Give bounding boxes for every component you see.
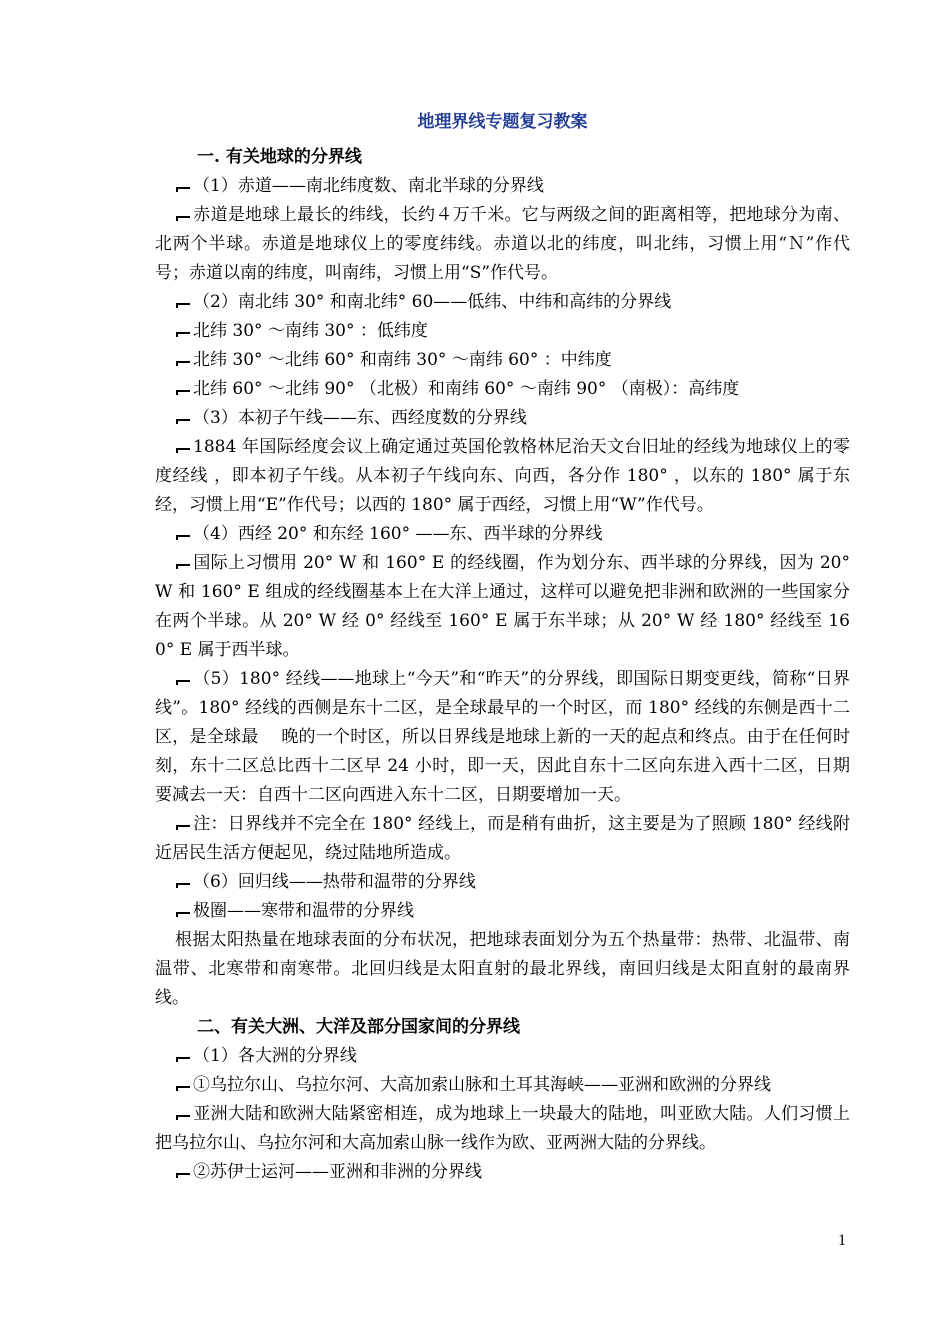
paragraph-mark-icon [175, 821, 191, 831]
paragraph-mark-icon [175, 908, 191, 918]
page-number: 1 [838, 1232, 846, 1249]
paragraph: ②苏伊士运河——亚洲和非洲的分界线 [155, 1158, 850, 1187]
section-heading-2: 二、有关大洲、大洋及部分国家间的分界线 [197, 1017, 520, 1037]
paragraph: （6）回归线——热带和温带的分界线 [155, 868, 850, 897]
paragraph: 亚洲大陆和欧洲大陆紧密相连，成为地球上一块最大的陆地，叫亚欧大陆。人们习惯上把乌拉尔山、乌拉尔河和大高加索山脉一线作为欧、亚两洲大陆的分界线。 [155, 1104, 850, 1153]
paragraph-mark-icon [175, 357, 191, 367]
paragraph: 根据太阳热量在地球表面的分布状况，把地球表面划分为五个热量带：热带、北温带、南温带、北寒带和南寒带。北回归线是太阳直射的最北界线，南回归线是太阳直射的最南界线。 [155, 930, 850, 1008]
paragraph-mark-icon [175, 560, 191, 570]
paragraph-mark-icon [175, 386, 191, 396]
paragraph: ①乌拉尔山、乌拉尔河、大高加索山脉和土耳其海峡——亚洲和欧洲的分界线 [155, 1071, 850, 1100]
paragraph: 北纬 30° ～南纬 30° ：低纬度 [155, 317, 850, 346]
paragraph: 注：日界线并不完全在 180° 经线上，而是稍有曲折，这主要是为了照顾 180° 经线附近居民生活方便起见，绕过陆地所造成。 [155, 814, 850, 863]
paragraph: （3）本初子午线——东、西经度数的分界线 [155, 404, 850, 433]
section-heading-1: 一. 有关地球的分界线 [197, 147, 362, 167]
paragraph: 赤道是地球上最长的纬线，长约４万千米。它与两级之间的距离相等，把地球分为南、北两个半球。赤道是地球仪上的零度纬线。赤道以北的纬度，叫北纬，习惯上用“Ｎ”作代号；赤道以南的纬度，叫南纬，习惯上用“S”作代号。 [155, 205, 850, 283]
paragraph-mark-icon [175, 1053, 191, 1063]
paragraph-mark-icon [175, 183, 191, 193]
paragraph: 1884 年国际经度会议上确定通过英国伦敦格林尼治天文台旧址的经线为地球仪上的零度经线 ，即本初子午线。从本初子午线向东、向西，各分作 180° ，以东的 180° 属于东经，习惯上用“E”作代号；以西的 180° 属于西经，习惯上用“W”作代号。 [155, 437, 850, 515]
paragraph-mark-icon [175, 299, 191, 309]
paragraph-mark-icon [175, 1082, 191, 1092]
paragraph-mark-icon [175, 444, 191, 454]
paragraph-mark-icon [175, 415, 191, 425]
paragraph-mark-icon [175, 1111, 191, 1121]
paragraph: （1）赤道——南北纬度数、南北半球的分界线 [155, 172, 850, 201]
paragraph: 北纬 30° ～北纬 60° 和南纬 30° ～南纬 60° ：中纬度 [155, 346, 850, 375]
document-title: 地理界线专题复习教案 [417, 112, 588, 132]
paragraph: （2）南北纬 30° 和南北纬° 60——低纬、中纬和高纬的分界线 [155, 288, 850, 317]
paragraph-mark-icon [175, 1169, 191, 1179]
paragraph: （5）180° 经线——地球上“今天”和“昨天”的分界线，即国际日期变更线，简称“日界线”。180° 经线的西侧是东十二区，是全球最早的一个时区，而 180° 经线的东侧是西十二区，是全球最 晚的一个时区，所以日界线是地球上新的一天的起点和终点。由于在任何时刻，东十二区总比西十二区早 24 小时，即一天，因此自东十二区向东进入西十二区，日期要减去一天：自西十二区向西进入东十二区，日期要增加一天。 [155, 669, 850, 805]
paragraph-mark-icon [175, 531, 191, 541]
paragraph: 北纬 60° ～北纬 90° （北极）和南纬 60° ～南纬 90° （南极）：高纬度 [155, 375, 850, 404]
paragraph-mark-icon [175, 212, 191, 222]
paragraph-mark-icon [175, 328, 191, 338]
paragraph: （4）西经 20° 和东经 160° ——东、西半球的分界线 [155, 520, 850, 549]
paragraph-mark-icon [175, 879, 191, 889]
paragraph: 极圈——寒带和温带的分界线 [155, 897, 850, 926]
paragraph: 国际上习惯用 20° W 和 160° E 的经线圈，作为划分东、西半球的分界线，因为 20° W 和 160° E 组成的经线圈基本上在大洋上通过，这样可以避免把非洲和欧洲的一些国家分在两个半球。从 20° W 经 0° 经线至 160° E 属于东半球；从 20° W 经 180° 经线至 160° E 属于西半球。 [155, 553, 850, 660]
paragraph-mark-icon [175, 676, 191, 686]
paragraph: （1）各大洲的分界线 [155, 1042, 850, 1071]
